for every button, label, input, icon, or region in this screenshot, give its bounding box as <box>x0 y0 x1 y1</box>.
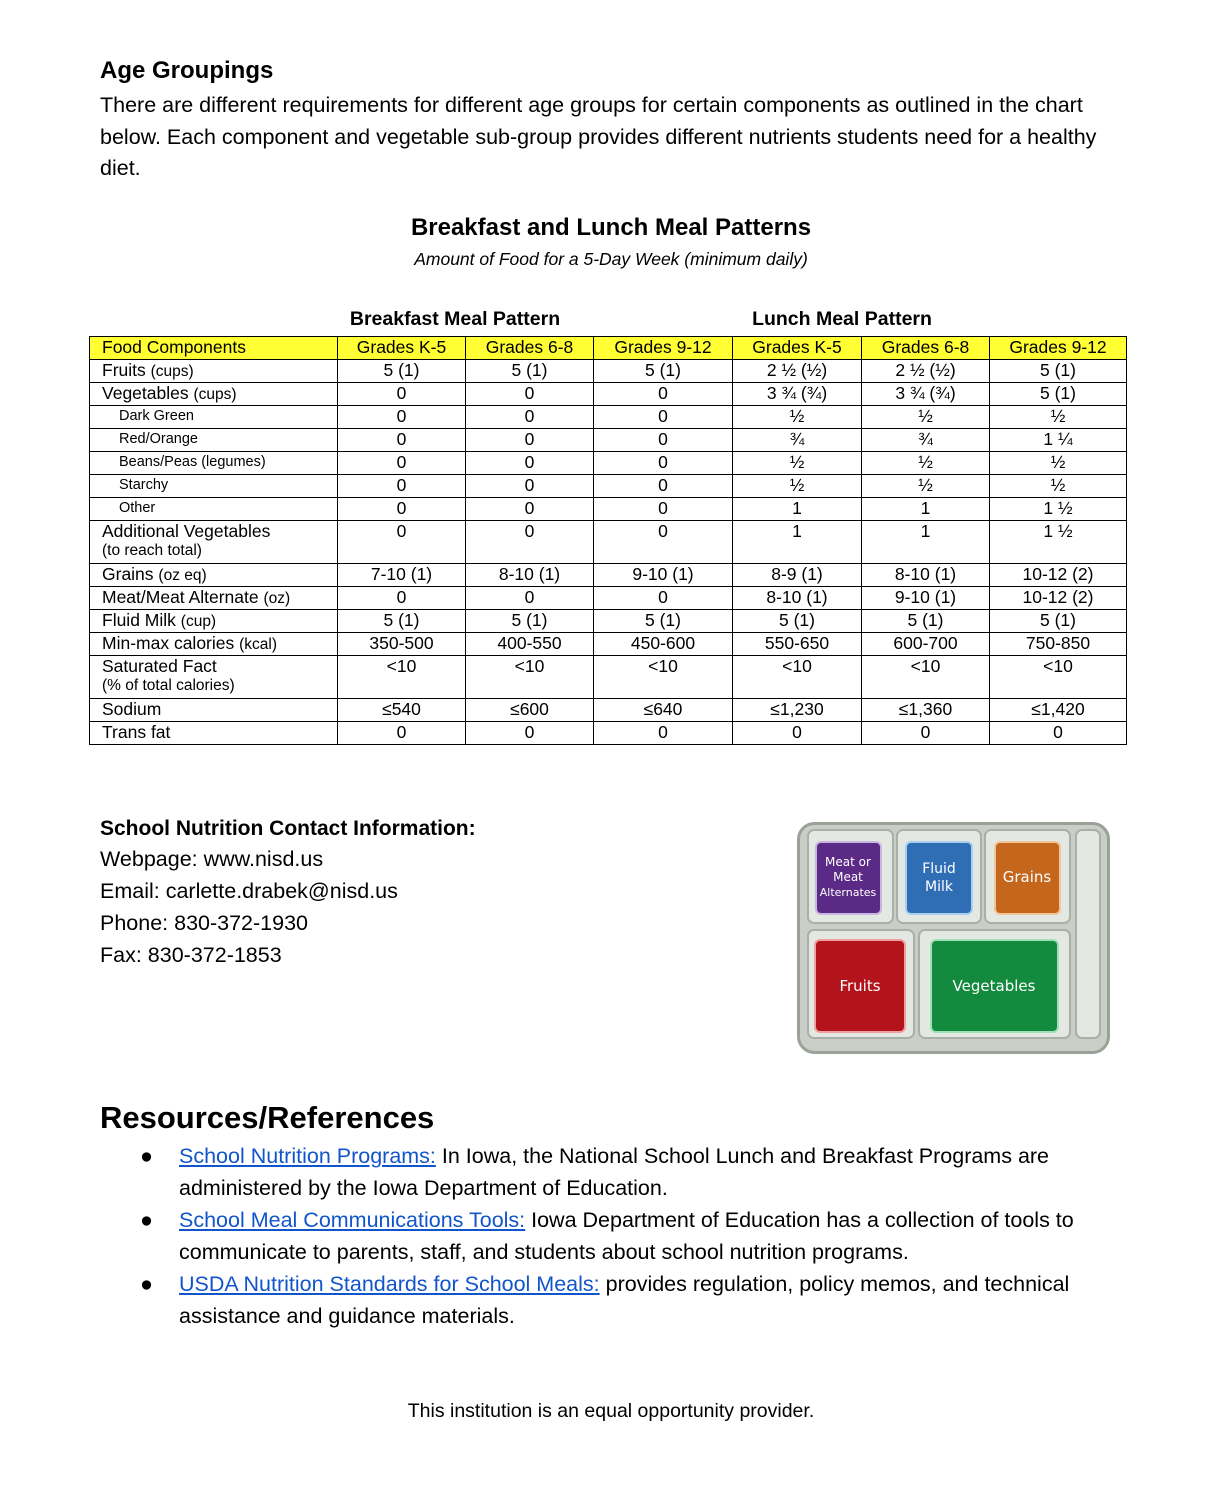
table-cell: 1 <box>862 498 990 521</box>
table-cell: 5 (1) <box>338 360 466 383</box>
milk-block <box>906 842 972 914</box>
vegetables-label: Vegetables <box>952 977 1036 995</box>
table-cell: 0 <box>466 521 594 564</box>
table-cell: ≤640 <box>594 699 733 722</box>
table-cell: 1 <box>733 521 862 564</box>
table-cell: 0 <box>862 722 990 745</box>
table-cell: 5 (1) <box>466 360 594 383</box>
table-row <box>90 521 1127 564</box>
row-label: Grains (oz eq) <box>90 564 338 587</box>
table-cell: ≤540 <box>338 699 466 722</box>
table-cell: 0 <box>466 498 594 521</box>
table-cell: 0 <box>594 452 733 475</box>
table-cell: 0 <box>594 587 733 610</box>
header-breakfast-k5: Grades K-5 <box>338 337 466 360</box>
table-cell: <10 <box>338 656 466 699</box>
table-row <box>90 699 1127 722</box>
meat-label-line1: Meat or <box>825 855 871 869</box>
table-cell: 0 <box>594 475 733 498</box>
row-label: Red/Orange <box>90 429 338 452</box>
resource-description: In Iowa, the National School Lunch and Breakfast Programs are administered by the Iowa Department of Education. <box>179 1144 1050 1200</box>
table-row <box>90 564 1127 587</box>
resources-heading: Resources/References <box>100 1100 435 1135</box>
table-cell: ½ <box>862 475 990 498</box>
row-label: Sodium <box>90 699 338 722</box>
table-cell: 0 <box>733 722 862 745</box>
table-cell: 8-10 (1) <box>862 564 990 587</box>
school-nutrition-programs-link[interactable]: School Nutrition Programs: <box>179 1144 436 1168</box>
table-cell: ≤1,360 <box>862 699 990 722</box>
table-cell: 400-550 <box>466 633 594 656</box>
age-groupings-heading: Age Groupings <box>100 57 274 84</box>
table-cell: ½ <box>862 452 990 475</box>
table-cell: 5 (1) <box>594 360 733 383</box>
bullet-icon: ● <box>140 1144 153 1168</box>
table-cell: <10 <box>862 656 990 699</box>
table-cell: ≤1,230 <box>733 699 862 722</box>
breakfast-pattern-heading: Breakfast Meal Pattern <box>349 308 561 330</box>
table-cell: <10 <box>990 656 1127 699</box>
table-row <box>90 633 1127 656</box>
meal-tray-image <box>797 822 1110 1054</box>
equal-opportunity-statement: This institution is an equal opportunity provider. <box>407 1400 815 1422</box>
table-cell: 0 <box>990 722 1127 745</box>
header-lunch-k5: Grades K-5 <box>733 337 862 360</box>
table-cell: 750-850 <box>990 633 1127 656</box>
resource-description: Iowa Department of Education has a collection of tools to communicate to parents, staff, and students about school nutrition programs. <box>179 1208 1074 1264</box>
table-cell: 9-10 (1) <box>594 564 733 587</box>
table-cell: 8-10 (1) <box>466 564 594 587</box>
row-label: Trans fat <box>90 722 338 745</box>
list-item <box>100 1140 1130 1204</box>
row-label: Beans/Peas (legumes) <box>90 452 338 475</box>
table-cell: 1 ¼ <box>990 429 1127 452</box>
bullet-icon: ● <box>140 1272 153 1296</box>
table-cell: ½ <box>733 406 862 429</box>
table-row <box>90 475 1127 498</box>
table-cell: 5 (1) <box>990 360 1127 383</box>
header-lunch-9-12: Grades 9-12 <box>990 337 1127 360</box>
table-cell: 0 <box>594 521 733 564</box>
table-header-row <box>90 337 1127 360</box>
table-cell: 5 (1) <box>594 610 733 633</box>
table-cell: <10 <box>733 656 862 699</box>
table-cell: 0 <box>594 429 733 452</box>
table-cell: 1 <box>862 521 990 564</box>
table-cell: 5 (1) <box>466 610 594 633</box>
table-cell: 1 ½ <box>990 498 1127 521</box>
table-row <box>90 587 1127 610</box>
table-cell: ½ <box>862 406 990 429</box>
header-food-components: Food Components <box>90 337 338 360</box>
table-cell: 2 ½ (½) <box>862 360 990 383</box>
grains-label: Grains <box>1002 868 1052 886</box>
table-cell: 0 <box>466 429 594 452</box>
table-cell: ¾ <box>733 429 862 452</box>
table-cell: 3 ¾ (¾) <box>862 383 990 406</box>
table-cell: 350-500 <box>338 633 466 656</box>
table-row <box>90 656 1127 699</box>
table-cell: ≤600 <box>466 699 594 722</box>
table-row <box>90 610 1127 633</box>
row-label: Other <box>90 498 338 521</box>
table-cell: ½ <box>990 475 1127 498</box>
list-item <box>100 1204 1130 1268</box>
table-cell: ½ <box>990 452 1127 475</box>
table-cell: 5 (1) <box>338 610 466 633</box>
table-cell: 5 (1) <box>990 383 1127 406</box>
table-cell: 1 <box>733 498 862 521</box>
school-meal-communications-tools-link[interactable]: School Meal Communications Tools: <box>179 1208 526 1232</box>
row-label: Fluid Milk (cup) <box>90 610 338 633</box>
table-cell: 0 <box>466 452 594 475</box>
table-cell: ½ <box>990 406 1127 429</box>
table-cell: 0 <box>338 498 466 521</box>
table-row <box>90 722 1127 745</box>
meal-patterns-subtitle: Amount of Food for a 5-Day Week (minimum daily) <box>414 249 808 269</box>
meat-label-line2: Meat <box>833 870 863 884</box>
table-row <box>90 452 1127 475</box>
tray-side-compartment <box>1076 830 1100 1038</box>
table-cell: 8-10 (1) <box>733 587 862 610</box>
resources-list <box>100 1140 1130 1332</box>
age-groupings-text: There are different requirements for different age groups for certain components as outlined in the chart below. Each component and vegetable sub-group provides different nutrients students need for a healthy diet. <box>100 93 1097 180</box>
table-cell: 10-12 (2) <box>990 564 1127 587</box>
table-cell: 10-12 (2) <box>990 587 1127 610</box>
header-lunch-6-8: Grades 6-8 <box>862 337 990 360</box>
table-cell: 0 <box>338 383 466 406</box>
table-cell: 2 ½ (½) <box>733 360 862 383</box>
usda-nutrition-standards-link[interactable]: USDA Nutrition Standards for School Meals: <box>179 1272 600 1296</box>
resource-description: provides regulation, policy memos, and technical assistance and guidance materials. <box>179 1272 1070 1328</box>
table-cell: 0 <box>466 383 594 406</box>
table-cell: 0 <box>594 722 733 745</box>
table-cell: 0 <box>466 587 594 610</box>
milk-label-line2: Milk <box>925 879 953 895</box>
list-item <box>100 1268 1130 1332</box>
table-cell: ≤1,420 <box>990 699 1127 722</box>
table-row <box>90 406 1127 429</box>
header-breakfast-6-8: Grades 6-8 <box>466 337 594 360</box>
contact-email: Email: carlette.drabek@nisd.us <box>100 879 398 903</box>
table-cell: 0 <box>338 722 466 745</box>
meal-patterns-title: Breakfast and Lunch Meal Patterns <box>410 214 812 241</box>
table-cell: 0 <box>466 475 594 498</box>
table-row <box>90 429 1127 452</box>
table-cell: 0 <box>594 498 733 521</box>
row-label: Min-max calories (kcal) <box>90 633 338 656</box>
lunch-pattern-heading: Lunch Meal Pattern <box>752 308 932 330</box>
row-label: Meat/Meat Alternate (oz) <box>90 587 338 610</box>
table-cell: 0 <box>466 406 594 429</box>
table-row <box>90 383 1127 406</box>
table-row <box>90 360 1127 383</box>
table-cell: 600-700 <box>862 633 990 656</box>
contact-phone: Phone: 830-372-1930 <box>100 911 309 935</box>
table-cell: 1 ½ <box>990 521 1127 564</box>
row-label: Vegetables (cups) <box>90 383 338 406</box>
meal-pattern-table <box>89 336 1127 745</box>
row-label: Starchy <box>90 475 338 498</box>
contact-heading: School Nutrition Contact Information: <box>100 817 476 840</box>
contact-fax: Fax: 830-372-1853 <box>100 943 282 967</box>
table-cell: 0 <box>466 722 594 745</box>
row-label: Fruits (cups) <box>90 360 338 383</box>
contact-webpage: Webpage: www.nisd.us <box>100 847 324 871</box>
table-cell: 3 ¾ (¾) <box>733 383 862 406</box>
bullet-icon: ● <box>140 1208 153 1232</box>
table-cell: 5 (1) <box>733 610 862 633</box>
table-cell: 0 <box>338 429 466 452</box>
table-row <box>90 498 1127 521</box>
table-cell: 7-10 (1) <box>338 564 466 587</box>
table-cell: 0 <box>338 406 466 429</box>
table-cell: 9-10 (1) <box>862 587 990 610</box>
fruits-label: Fruits <box>839 977 881 995</box>
table-cell: 0 <box>338 587 466 610</box>
table-cell: ¾ <box>862 429 990 452</box>
table-cell: 0 <box>338 475 466 498</box>
table-cell: 8-9 (1) <box>733 564 862 587</box>
table-cell: 0 <box>338 521 466 564</box>
milk-label-line1: Fluid <box>922 861 956 877</box>
table-cell: 5 (1) <box>862 610 990 633</box>
table-cell: 550-650 <box>733 633 862 656</box>
table-cell: ½ <box>733 452 862 475</box>
table-cell: 450-600 <box>594 633 733 656</box>
table-cell: 0 <box>594 406 733 429</box>
table-cell: 0 <box>594 383 733 406</box>
meat-label-line3: Alternates <box>819 886 877 899</box>
table-cell: 5 (1) <box>990 610 1127 633</box>
table-cell: ½ <box>733 475 862 498</box>
table-cell: <10 <box>466 656 594 699</box>
header-breakfast-9-12: Grades 9-12 <box>594 337 733 360</box>
row-label: Dark Green <box>90 406 338 429</box>
table-cell: <10 <box>594 656 733 699</box>
row-label: Additional Vegetables (to reach total) <box>90 521 338 564</box>
row-label: Saturated Fact (% of total calories) <box>90 656 338 699</box>
table-cell: 0 <box>338 452 466 475</box>
